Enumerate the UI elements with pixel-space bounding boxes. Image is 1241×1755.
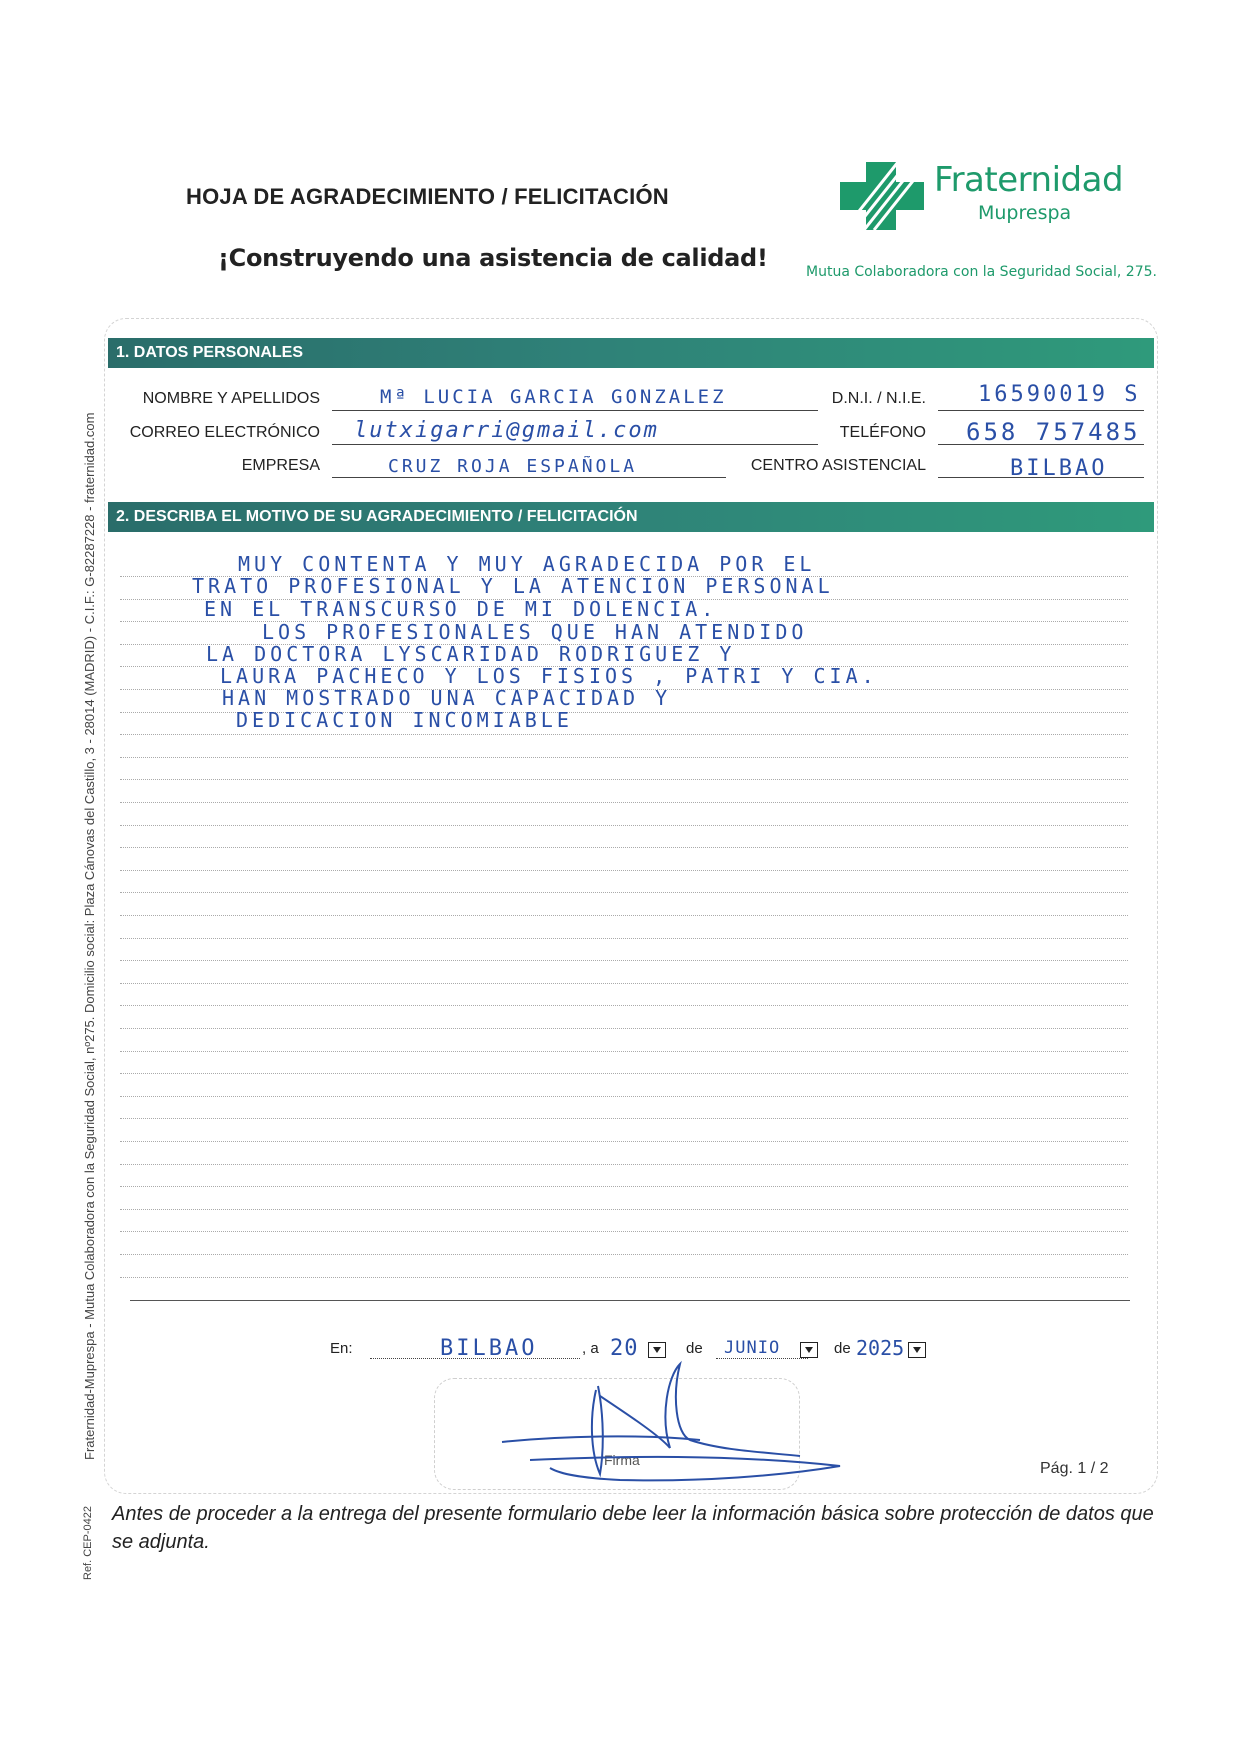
ruled-line bbox=[120, 825, 1128, 826]
empresa-line bbox=[332, 477, 726, 478]
ruled-line bbox=[120, 960, 1128, 961]
signature-mark-icon bbox=[500, 1356, 860, 1486]
firma-label: Firma bbox=[604, 1452, 640, 1468]
mutua-caption: Mutua Colaboradora con la Seguridad Social, 275. bbox=[806, 264, 1157, 280]
message-line: LAURA PACHECO Y LOS FISIOS , PATRI Y CIA. bbox=[220, 664, 878, 688]
ruled-line bbox=[120, 734, 1128, 735]
day-field[interactable]: 20 bbox=[610, 1336, 639, 1361]
telefono-field[interactable]: 658 757485 bbox=[966, 418, 1141, 446]
ruled-line bbox=[120, 802, 1128, 803]
dni-field[interactable]: 16590019 S bbox=[978, 382, 1141, 407]
correo-field[interactable]: lutxigarri@gmail.com bbox=[354, 418, 659, 443]
message-line: TRATO PROFESIONAL Y LA ATENCION PERSONAL bbox=[192, 574, 834, 598]
dni-label: D.N.I. / N.I.E. bbox=[831, 390, 926, 407]
form-frame bbox=[104, 318, 1158, 1494]
privacy-notice: Antes de proceder a la entrega del presente formulario debe leer la información básica sobre protección de datos que se adjunta. bbox=[112, 1503, 1154, 1553]
nombre-field[interactable]: Mª LUCIA GARCIA GONZALEZ bbox=[380, 386, 727, 408]
page-number: Pág. 1 / 2 bbox=[1040, 1460, 1109, 1477]
section-personal-data-header: 1. DATOS PERSONALES bbox=[108, 338, 1154, 368]
correo-label: CORREO ELECTRÓNICO bbox=[129, 424, 320, 441]
ruled-line bbox=[120, 983, 1128, 984]
ruled-line bbox=[120, 847, 1128, 848]
empresa-field[interactable]: CRUZ ROJA ESPAÑOLA bbox=[388, 456, 638, 477]
ruled-line bbox=[120, 1096, 1128, 1097]
message-bottom-line bbox=[130, 1300, 1130, 1301]
ruled-line bbox=[120, 1028, 1128, 1029]
en-label: En: bbox=[330, 1340, 353, 1357]
cross-logo-icon bbox=[838, 160, 926, 232]
nombre-line bbox=[332, 410, 818, 411]
brand-logo bbox=[838, 160, 1138, 230]
a-label: , a bbox=[582, 1340, 599, 1357]
form-subtitle: ¡Construyendo una asistencia de calidad! bbox=[218, 244, 768, 272]
reference-code: Ref. CEP-0422 bbox=[82, 1506, 94, 1580]
ruled-line bbox=[120, 892, 1128, 893]
ruled-line bbox=[120, 1141, 1128, 1142]
ruled-line bbox=[120, 915, 1128, 916]
nombre-label: NOMBRE Y APELLIDOS bbox=[142, 390, 320, 407]
ruled-line bbox=[120, 1254, 1128, 1255]
city-field[interactable]: BILBAO bbox=[440, 1336, 538, 1361]
message-line: HAN MOSTRADO UNA CAPACIDAD Y bbox=[222, 686, 672, 710]
vertical-legal-text: Fraternidad-Muprespa - Mutua Colaboradora con la Seguridad Social, nº275. Domicilio social: Plaza Cánovas del Castillo, 3 - 28014 (MADRID) - C.I.F.: G-82287228 - fraternidad.com bbox=[82, 412, 97, 1460]
dni-line bbox=[938, 410, 1144, 411]
ruled-line bbox=[120, 1051, 1128, 1052]
centro-field[interactable]: BILBAO bbox=[1010, 456, 1108, 481]
ruled-line bbox=[120, 870, 1128, 871]
ruled-line bbox=[120, 1209, 1128, 1210]
ruled-line bbox=[120, 1186, 1128, 1187]
ruled-line bbox=[120, 1118, 1128, 1119]
message-line: EN EL TRANSCURSO DE MI DOLENCIA. bbox=[204, 597, 718, 621]
ruled-line bbox=[120, 1277, 1128, 1278]
empresa-label: EMPRESA bbox=[241, 457, 320, 474]
ruled-line bbox=[120, 1005, 1128, 1006]
brand-sub: Muprespa bbox=[978, 202, 1072, 224]
message-line: MUY CONTENTA Y MUY AGRADECIDA POR EL bbox=[238, 552, 816, 576]
message-line: LA DOCTORA LYSCARIDAD RODRIGUEZ Y bbox=[206, 642, 736, 666]
year-dropdown-icon[interactable] bbox=[908, 1342, 926, 1358]
message-line: DEDICACION INCOMIABLE bbox=[236, 708, 573, 732]
ruled-line bbox=[120, 1164, 1128, 1165]
de-label: de bbox=[686, 1340, 703, 1357]
centro-label: CENTRO ASISTENCIAL bbox=[750, 457, 926, 474]
telefono-label: TELÉFONO bbox=[839, 424, 926, 441]
de2-label: de bbox=[834, 1340, 851, 1357]
ruled-line bbox=[120, 1231, 1128, 1232]
ruled-line bbox=[120, 757, 1128, 758]
ruled-line bbox=[120, 779, 1128, 780]
section-reason-header: 2. DESCRIBA EL MOTIVO DE SU AGRADECIMIENTO / FELICITACIÓN bbox=[108, 502, 1154, 532]
brand-name: Fraternidad bbox=[934, 160, 1124, 200]
message-line: LOS PROFESIONALES QUE HAN ATENDIDO bbox=[262, 620, 808, 644]
year-field[interactable]: 2025 bbox=[856, 1336, 905, 1360]
ruled-line bbox=[120, 938, 1128, 939]
correo-line bbox=[332, 444, 818, 445]
month-field[interactable]: JUNIO bbox=[724, 1338, 781, 1358]
form-title: HOJA DE AGRADECIMIENTO / FELICITACIÓN bbox=[186, 184, 669, 209]
ruled-line bbox=[120, 1073, 1128, 1074]
